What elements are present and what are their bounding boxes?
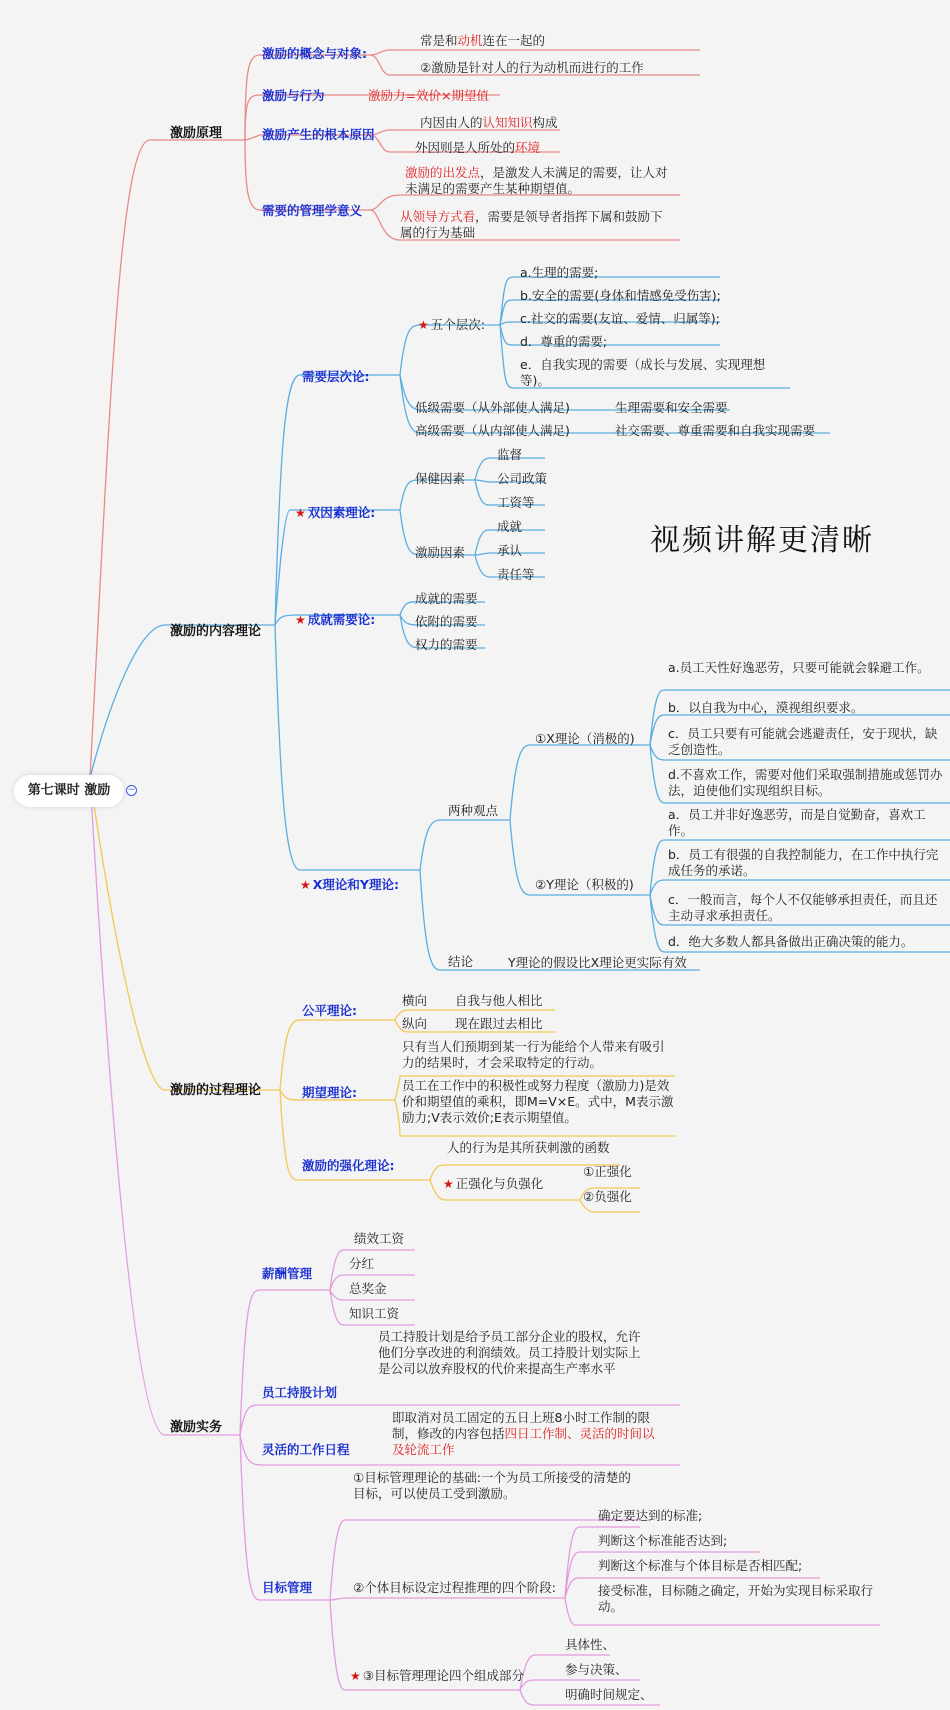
comp-4: 知识工资 [349, 1306, 400, 1321]
star-icon: ★ [295, 506, 306, 520]
star-icon: ★ [350, 1669, 361, 1683]
topic-xy-theory[interactable]: ★ X理论和Y理论: [300, 877, 399, 892]
reinforcement-1: 人的行为是其所获刺激的函数 [447, 1140, 610, 1155]
mbo-2: ②个体目标设定过程推理的四个阶段: [353, 1580, 556, 1595]
hygiene-1: 监督 [497, 447, 523, 462]
motivator-factor: 激励因素 [415, 545, 466, 560]
mbo-3a: 具体性、 [565, 1637, 616, 1652]
low-need-value: 生理需要和安全需要 [615, 400, 728, 415]
hygiene-factor: 保健因素 [415, 471, 466, 486]
topic-esop[interactable]: 员工持股计划 [262, 1385, 338, 1400]
hygiene-3: 工资等 [497, 495, 535, 510]
need-meaning-line-2: 从领导方式看，需要是领导者指挥下属和鼓励下属的行为基础 [400, 209, 663, 240]
topic-equity[interactable]: 公平理论: [302, 1003, 357, 1018]
equity-horizontal: 横向 [402, 993, 428, 1008]
collapse-toggle-icon[interactable]: − [127, 785, 136, 795]
mbo-1: ①目标管理理论的基础:一个为员工所接受的清楚的目标，可以使员工受到激励。 [353, 1470, 631, 1501]
cause-line-2: 外因则是人所处的环境 [415, 140, 541, 155]
y-theory: ②Y理论（积极的) [535, 877, 634, 892]
flex-desc: 即取消对员工固定的五日上班8小时工作制的限制，修改的内容包括四日工作制、灵活的时间以及轮流工作 [392, 1410, 655, 1457]
motivator-3: 责任等 [497, 567, 535, 582]
topic-need-meaning[interactable]: 需要的管理学意义 [262, 203, 363, 218]
topic-mbo[interactable]: 目标管理 [262, 1580, 313, 1595]
y-theory-d: d．绝大多数人都具备做出正确决策的能力。 [668, 934, 914, 949]
topic-behavior[interactable]: 激励与行为 [262, 88, 325, 103]
achievement-3: 权力的需要 [415, 637, 478, 652]
motivator-2: 承认 [497, 543, 523, 558]
topic-compensation[interactable]: 薪酬管理 [262, 1266, 313, 1281]
behavior-formula: 激励力=效价×期望值 [368, 88, 489, 103]
star-icon: ★ [300, 878, 311, 892]
comp-1: 绩效工资 [354, 1231, 405, 1246]
x-theory-b: b．以自我为中心，漠视组织要求。 [668, 700, 864, 715]
star-icon: ★ [418, 318, 429, 332]
x-theory-a: a.员工天性好逸恶劳，只要可能就会躲避工作。 [668, 660, 930, 675]
mbo-2c: 判断这个标准与个体目标是否相匹配; [598, 1558, 803, 1573]
topic-achievement[interactable]: ★ 成就需要论: [295, 612, 376, 627]
y-theory-b: b．员工有很强的自我控制能力，在工作中执行完成任务的承诺。 [668, 847, 939, 878]
x-theory-d: d.不喜欢工作，需要对他们采取强制措施或惩罚办法，迫使他们实现组织目标。 [668, 767, 943, 798]
level-c: c.社交的需要(友谊、爱情、归属等); [520, 311, 720, 326]
esop-desc: 员工持股计划是给予员工部分企业的股权，允许他们分享改进的利润绩效。员工持股计划实际上是公司以放弃股权的代价来提高生产率水平 [378, 1329, 641, 1376]
branch-practice[interactable]: 激励实务 [170, 1420, 223, 1435]
conclusion: 结论 [448, 954, 474, 969]
positive-reinforcement: ①正强化 [583, 1164, 632, 1179]
watermark-text: 视频讲解更清晰 [650, 523, 874, 558]
low-need: 低级需要（从外部使人满足) [415, 400, 570, 415]
achievement-1: 成就的需要 [415, 591, 478, 606]
topic-reinforcement[interactable]: 激励的强化理论: [302, 1158, 395, 1173]
mbo-3b: 参与决策、 [565, 1662, 628, 1677]
y-theory-a: a．员工并非好逸恶劳，而是自觉勤奋，喜欢工作。 [668, 807, 926, 838]
high-need: 高级需要（从内部使人满足) [415, 423, 570, 438]
branch-motivation-principle[interactable]: 激励原理 [170, 126, 223, 141]
comp-3: 总奖金 [349, 1281, 387, 1296]
achievement-2: 依附的需要 [415, 614, 478, 629]
need-meaning-line-1: 激励的出发点，是激发人未满足的需要，让人对未满足的需要产生某种期望值。 [405, 165, 668, 196]
topic-expectancy[interactable]: 期望理论: [302, 1085, 357, 1100]
five-levels: ★ 五个层次: [418, 317, 485, 332]
level-a: a.生理的需要; [520, 265, 599, 280]
mbo-3: ★ ③目标管理理论四个组成部分 [350, 1668, 524, 1683]
x-theory: ①X理论（消极的) [535, 731, 635, 746]
hygiene-2: 公司政策 [497, 471, 548, 486]
topic-flex-schedule[interactable]: 灵活的工作日程 [262, 1442, 350, 1457]
level-d: d．尊重的需要; [520, 334, 608, 349]
mbo-2a: 确定要达到的标准; [598, 1508, 703, 1523]
concept-line-1: 常是和动机连在一起的 [420, 33, 546, 48]
expectancy-2: 员工在工作中的积极性或努力程度（激励力)是效价和期望值的乘积，即M=V×E。式中，M表示激励力;V表示效价;E表示期望值。 [402, 1078, 674, 1125]
x-theory-c: c．员工只要有可能就会逃避责任，安于现状，缺乏创造性。 [668, 726, 938, 757]
negative-reinforcement: ②负强化 [583, 1189, 632, 1204]
high-need-value: 社交需要、尊重需要和自我实现需要 [615, 423, 816, 438]
topic-concept[interactable]: 激励的概念与对象: [262, 46, 367, 61]
mbo-2d: 接受标准，目标随之确定，开始为实现目标采取行动。 [598, 1583, 874, 1614]
equity-vertical: 纵向 [402, 1016, 428, 1031]
star-icon: ★ [443, 1177, 454, 1191]
equity-vertical-value: 现在跟过去相比 [455, 1016, 543, 1031]
mbo-3c: 明确时间规定、 [565, 1687, 653, 1702]
branch-process-theory[interactable]: 激励的过程理论 [170, 1083, 262, 1098]
branch-content-theory[interactable]: 激励的内容理论 [170, 624, 262, 639]
comp-2: 分红 [349, 1256, 375, 1271]
two-views: 两种观点 [448, 803, 499, 818]
topic-root-cause[interactable]: 激励产生的根本原因 [262, 127, 375, 142]
equity-horizontal-value: 自我与他人相比 [455, 993, 543, 1008]
level-e: e．自我实现的需要（成长与发展、实现理想等)。 [520, 357, 766, 388]
cause-line-1: 内因由人的认知知识构成 [420, 115, 558, 130]
reinforcement-2: ★ 正强化与负强化 [443, 1176, 544, 1191]
expectancy-1: 只有当人们预期到某一行为能给个人带来有吸引力的结果时，才会采取特定的行动。 [402, 1039, 665, 1070]
mbo-2b: 判断这个标准能否达到; [598, 1533, 728, 1548]
level-b: b.安全的需要(身体和情感免受伤害); [520, 288, 721, 303]
star-icon: ★ [295, 613, 306, 627]
root-node[interactable]: 第七课时 激励 [14, 775, 124, 807]
conclusion-value: Y理论的假设比X理论更实际有效 [508, 955, 687, 970]
topic-two-factor[interactable]: ★ 双因素理论: [295, 505, 376, 520]
y-theory-c: c．一般而言，每个人不仅能够承担责任，而且还主动寻求承担责任。 [668, 892, 938, 923]
motivator-1: 成就 [497, 519, 523, 534]
concept-line-2: ②激励是针对人的行为动机而进行的工作 [420, 60, 644, 75]
topic-hierarchy[interactable]: 需要层次论: [302, 369, 370, 384]
